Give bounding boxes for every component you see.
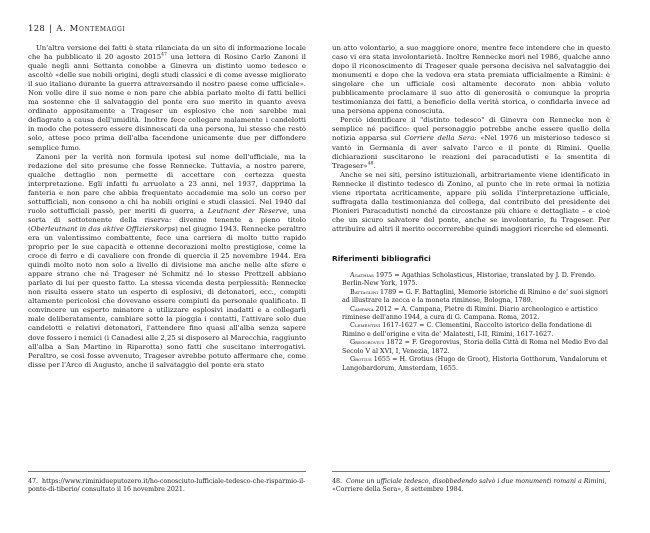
left-column: [28, 44, 306, 370]
running-header: [28, 24, 125, 34]
right-paragraph-3: Anche se nei siti, persino istituzionali, arbitrariamente viene identificato in Rennecke il distinto tedesco di Zonino, al punto che in rete ormai la notizia viene riportata acriticamente, appare più solida l'interpretazione ufficiale, suffragata dalla testimonianza del collega, dal contributo del presidente dei Pionieri Paracadutisti nonché da circostanze più chiare e dettagliate – e cioè che un sicuro salvatore del ponte, anche se involontario, fu Trageser. Per attribuire ad altri il merito occorrerebbe quindi maggiori ricerche ed elementi.: [332, 170, 610, 233]
reference-item: [332, 288, 610, 305]
footnote-47: [28, 478, 306, 494]
text-run: : «Nel 1976 un misterioso tedesco si vantò in Germania di aver salvato l'arco e il ponte di Rimini. Quelle dichiarazioni suscitarono le reazioni dei paracadutisti e la smentita di Trageser»: [332, 134, 610, 170]
right-column: [332, 44, 610, 372]
italic-term: Oberleutnant in das aktive Offizierskorps: [30, 224, 176, 233]
footnote-ref-47[interactable]: 47: [161, 52, 167, 58]
reference-key: Clementini 1617-1627: [350, 321, 418, 330]
text-run: Un'altra versione dei fatti è stata rilanciata da un sito di informazione locale che ha pubblicato il 20 agosto 2015: [28, 44, 306, 62]
reference-key: Grotius 1655: [350, 355, 391, 364]
header-separator: |: [49, 24, 53, 34]
reference-key: Gregorovius 1872: [350, 338, 403, 347]
reference-text: = G. F. Battaglini, Memorie istoriche di Rimino e de' suoi signori ad illustrare la zecca e la moneta riminese, Bologna, 1789.: [342, 287, 608, 305]
footnote-ref-48[interactable]: 48: [367, 161, 374, 167]
reference-text: = F. Gregorovius, Storia della Città di Roma nel Medio Evo dal Secolo V al XVI, I, Venezia, 1872.: [342, 338, 609, 355]
reference-item: [332, 321, 610, 338]
reference-item: [332, 338, 610, 355]
footnote-48: [332, 478, 610, 494]
footnote-divider: [332, 471, 610, 472]
right-paragraph-2: [332, 116, 610, 170]
page-number: 128: [28, 24, 46, 34]
left-paragraph-1: [28, 44, 306, 153]
references-list: [332, 271, 610, 372]
right-paragraph-1: un atto volontario, a suo maggiore onore, mentre fece intendere che in questo caso vi era stata involontarietà. Inoltre Rennecke morì nel 1986, qualche anno dopo il riconoscimento di Trageser quale persona decisiva nel salvataggio dei monumenti e dopo che la vedova era stata premiata ufficialmente a Rimini: è singolare che un ufficiale così altamente decorato non abbia voluto pubblicamente proclamare il suo atto di generosità o comunque la propria testimonianza dei fatti, a beneficio della verità storica, o confidarla invece ad una persona appena conosciuta.: [332, 44, 610, 116]
footnote-text: , «Corriere della Sera», 8 settembre 1984.: [332, 478, 607, 494]
text-run: ) nel giugno 1943. Rennecke peraltro era un valentissimo combattente, fece una carriera di molto tutto rapido proprio per le sue capacità e ottenne decorazioni molto prestigiose, come la croce di ferro e di cavaliere con fronde di quercia il 25 novembre 1944. Era quindi molto noto non solo a livello di divisione ma anche nelle alte sfere e appare strano che né Trageser né Schmitz né lo stesso Prettzell abbiano parlato di lui per questo fatto. La stessa vicenda desta perplessità: Rennecke non risulta essere stato un esperto di esplosivi, di detonatori, ecc., compiti altamente pericolosi che dovevano essere compiuti da personale qualificato. Il convincere un esperto minatore a utilizzare esplosivi inadatti e a collegarli male deliberatamente, cambiare sotto la pioggia i contatti, l'attivare solo due candelotti e relativi detonatori, l'attendere fino quasi all'alba senza sapere dove fossero i nemici (i Canadesi alle 2,25 si disposero al Marecchia, raggiunto all'alba a San Martino in Riparotta) sono fatti che suscitano interrogativi. Peraltro, se così fosse avvenuto, Trageser avrebbe potuto affermare che, come disse per l'Arco di Augusto, anche il salvataggio del ponte era stato: [28, 224, 306, 369]
footnote-divider: [28, 471, 306, 472]
italic-term: Leutnant der Reserve: [207, 206, 287, 215]
reference-text: = C. Clementini, Raccolto istorico della fondatione di Rimino e dell'origine e vita de' Malatesti, I-II, Rimini, 1617-1627.: [342, 321, 592, 338]
footnote-number: 47.: [28, 478, 39, 485]
reference-text: = A. Campana, Pietre di Rimini. Diario archeologico e artistico riminese dell'anno 1944, a cura di G. Campana. Roma, 2012.: [342, 304, 598, 322]
reference-item: [332, 355, 610, 372]
left-paragraph-2: [28, 153, 306, 370]
italic-title: Corriere della Sera: [404, 134, 475, 143]
text-run: .: [373, 161, 376, 170]
reference-key: Campana 2012: [350, 304, 392, 313]
footnote-link[interactable]: https://www.riminidueputozero.it/ho-conosciuto-lufficiale-tedesco-che-risparmio-il-ponte-di-tiberio/ consultato il 16 novembre 2021.: [28, 478, 306, 494]
reference-key: Agathias 1975: [350, 271, 393, 280]
reference-text: = Agathias Scholasticus, Historiae, translated by J. D. Frendo. Berlin-New York, 1975.: [342, 271, 596, 288]
text-run: una lettera di Rosino Carlo Zanoni il quale negli anni Settanta conobbe a Ginevra un distinto uomo tedesco e ascoltò «delle sue nobili origini, degli studi classici e di come avesse migliorato il suo italiano durante la guerra attraversando il nostro paese come ufficiale». Non volle dire il suo nome e non pare che abbia parlato molto di fatti bellici ma sostenne che il salvataggio del ponte era suo merito in quanto aveva ordinato appositamente a Trageser un esplosivo che non sarebbe mai deflagrato a causa dell'umidità. Inoltre fece collegare malamente i candelotti in modo che potessero essere disinnescati da una persona, lui stesso che restò solo, attese poco prima dell'alba facendone unicamente due per diffondere semplice fumo.: [28, 53, 307, 152]
text-run: , una sorta di sottotenente della riserva: divenne tenente a pieno titolo (: [28, 206, 306, 233]
footnote-number: 48.: [332, 478, 343, 485]
reference-item: [332, 271, 610, 288]
text-run: Zanoni per la verità non formula ipotesi sul nome dell'ufficiale, ma la redazione del sito presume che fosse Rennecke. Tuttavia, a nostro parere, qualche dettaglio non permette di accettare con certezza questa interpretazione. Egli infatti fu arruolato a 23 anni, nel 1937, dapprima la fanteria e non pare che abbia frequentato accademie ma solo un corso per sottufficiali, non consono a chi ha nobili origini e studi classici. Nel 1940 dal ruolo sottufficiali passò, per meriti di guerra, a: [28, 152, 306, 215]
text-run: Perciò identificare il "distinto tedesco" di Ginevra con Rennecke non è semplice né pacifico: quel personaggio potrebbe anche essere quello della notizia apparsa sul: [332, 116, 610, 143]
reference-key: Battaglini 1789: [350, 287, 397, 296]
header-author: A. Montemaggi: [56, 24, 126, 34]
reference-text: = H. Grotius (Hugo de Groot), Historia Gotthorum, Vandalorum et Langobardorum, Amsterdam, 1655.: [342, 355, 608, 372]
references-heading: Riferimenti bibliografici: [332, 253, 431, 263]
footnote-italic-title: Come un ufficiale tedesco, disobbedendo salvò i due monumenti romani a Rimini: [346, 478, 605, 485]
reference-item: [332, 305, 610, 322]
